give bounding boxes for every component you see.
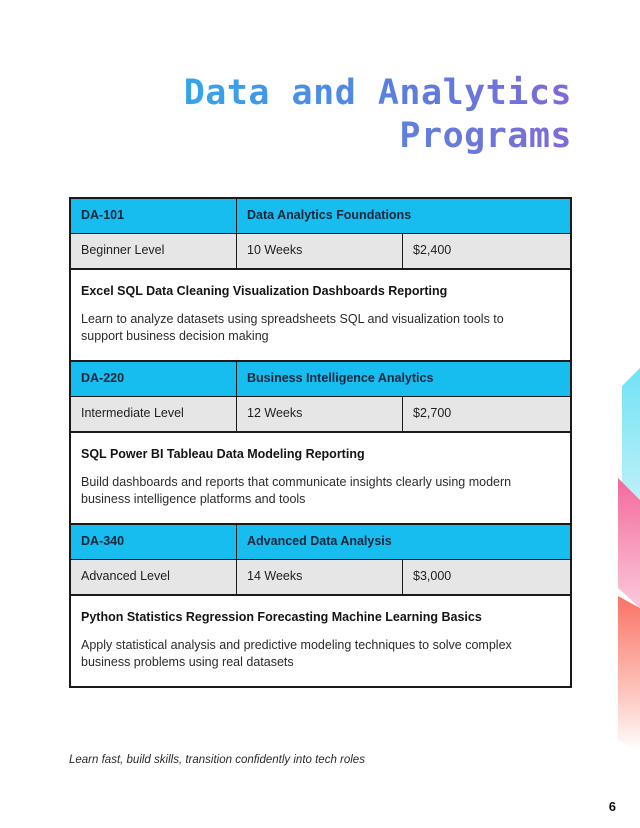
programs-table bbox=[69, 197, 572, 688]
program-duration: 10 Weeks bbox=[237, 234, 403, 268]
program-name: Data Analytics Foundations bbox=[247, 208, 412, 222]
program-detail-row bbox=[71, 596, 570, 686]
program-code: DA-220 bbox=[71, 362, 237, 396]
program-level: Beginner Level bbox=[71, 234, 237, 268]
page-number: 6 bbox=[608, 799, 616, 814]
program-meta-row bbox=[71, 234, 570, 270]
program-description: Apply statistical analysis and predictive modeling techniques to solve complex business problems using real datasets bbox=[81, 638, 512, 669]
program-skills: Excel SQL Data Cleaning Visualization Dashboards Reporting bbox=[81, 284, 448, 298]
program-description: Build dashboards and reports that communicate insights clearly using modern business intelligence platforms and tools bbox=[81, 475, 512, 506]
page-title-line-2: Programs bbox=[69, 115, 572, 158]
program-level: Intermediate Level bbox=[71, 397, 237, 431]
program-meta-row bbox=[71, 560, 570, 596]
ribbon-segment-cyan bbox=[622, 368, 640, 500]
corner-ribbon-decoration bbox=[600, 360, 640, 760]
program-price: $2,400 bbox=[413, 243, 452, 257]
page-title bbox=[69, 72, 572, 158]
program-block bbox=[71, 199, 570, 362]
program-duration: 14 Weeks bbox=[237, 560, 403, 594]
page-title-line-1: Data and Analytics bbox=[69, 72, 572, 115]
program-block bbox=[71, 362, 570, 525]
program-meta-row bbox=[71, 397, 570, 433]
program-description: Learn to analyze datasets using spreadsheets SQL and visualization tools to support business decision making bbox=[81, 312, 504, 343]
program-header-row bbox=[71, 199, 570, 234]
program-code: DA-340 bbox=[71, 525, 237, 559]
program-header-row bbox=[71, 362, 570, 397]
program-header-row bbox=[71, 525, 570, 560]
ribbon-segment-pink bbox=[618, 478, 640, 608]
ribbon-segment-coral bbox=[618, 596, 640, 752]
program-skills: Python Statistics Regression Forecasting Machine Learning Basics bbox=[81, 610, 482, 624]
program-name: Business Intelligence Analytics bbox=[247, 371, 434, 385]
program-level: Advanced Level bbox=[71, 560, 237, 594]
program-name: Advanced Data Analysis bbox=[247, 534, 392, 548]
program-price: $3,000 bbox=[413, 569, 452, 583]
footer-tagline: Learn fast, build skills, transition confidently into tech roles bbox=[69, 754, 365, 766]
program-duration: 12 Weeks bbox=[237, 397, 403, 431]
program-code: DA-101 bbox=[71, 199, 237, 233]
program-detail-row bbox=[71, 270, 570, 360]
program-price: $2,700 bbox=[413, 406, 452, 420]
program-detail-row bbox=[71, 433, 570, 523]
program-skills: SQL Power BI Tableau Data Modeling Reporting bbox=[81, 447, 365, 461]
program-block bbox=[71, 525, 570, 686]
